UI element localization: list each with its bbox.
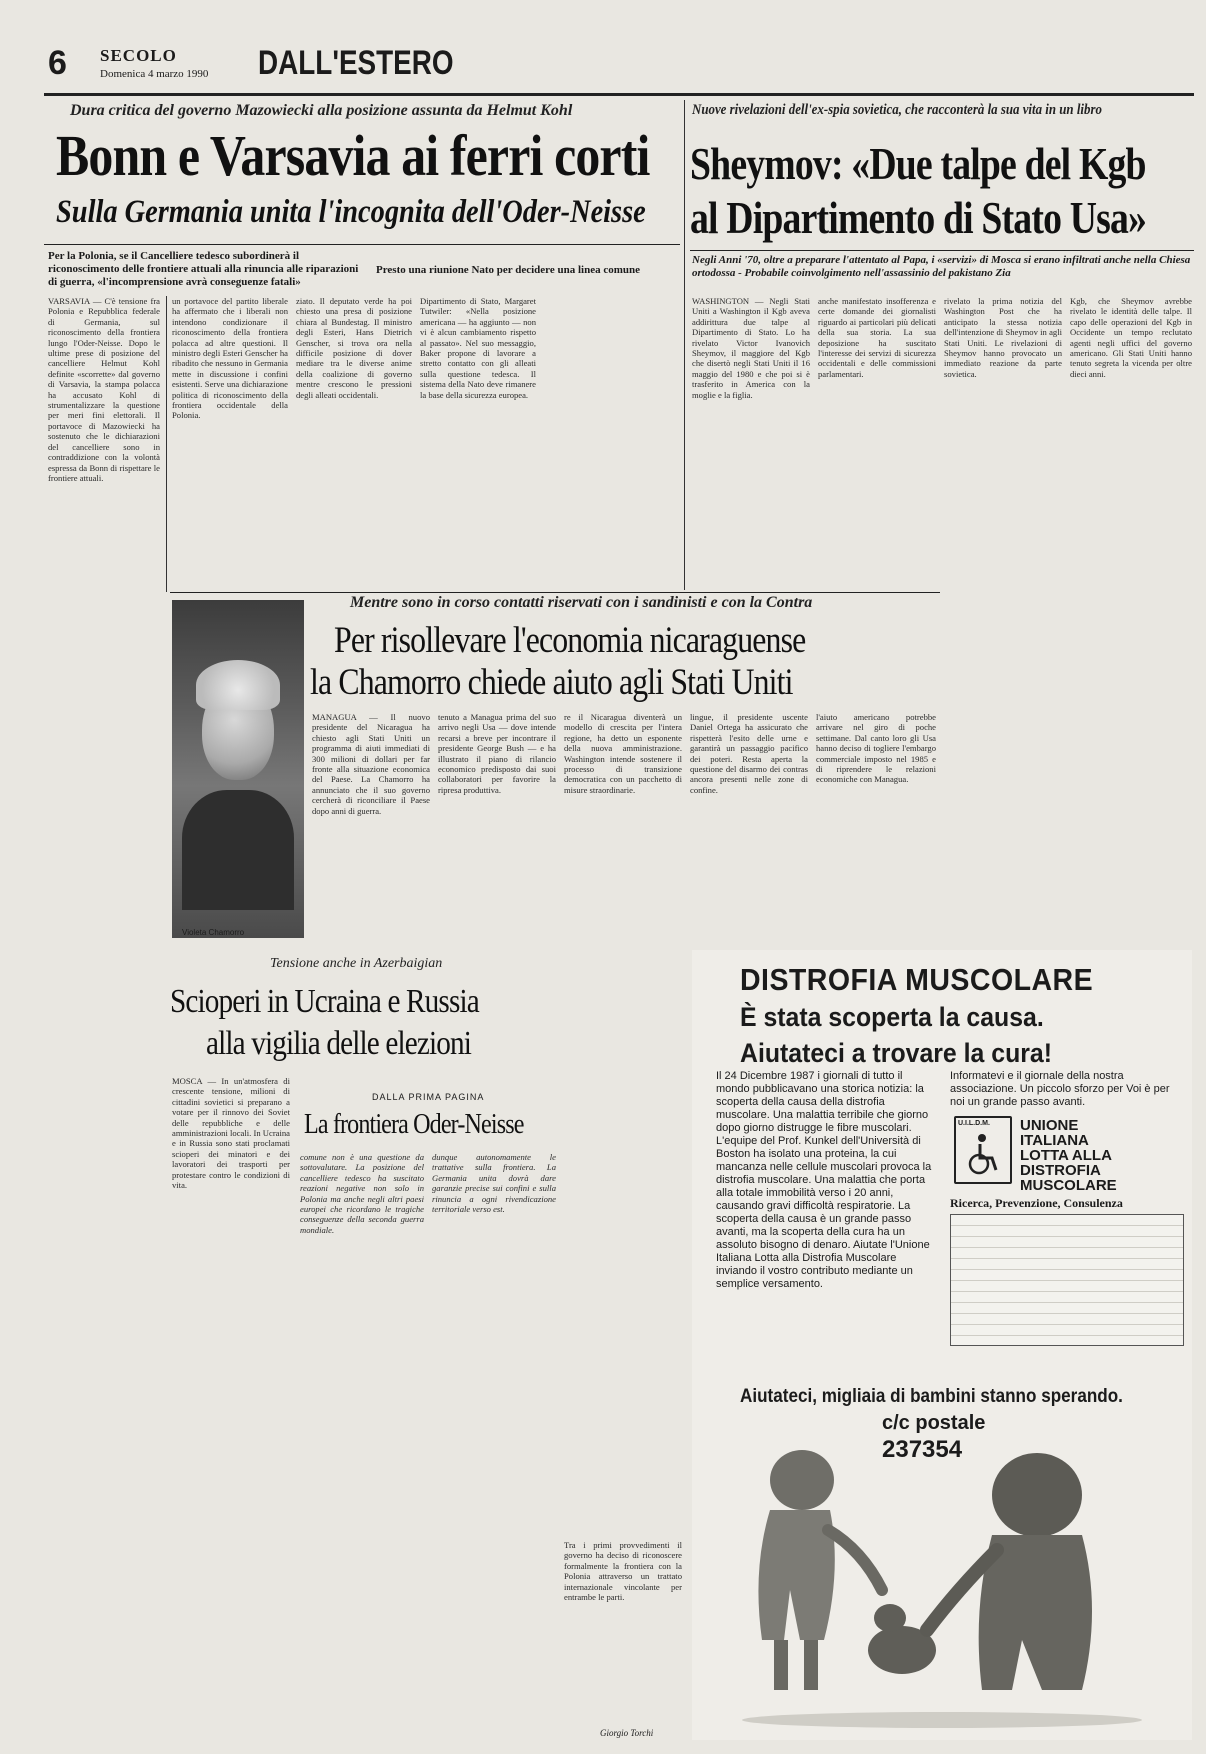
ad-box — [692, 950, 1192, 1740]
issue-date: Domenica 4 marzo 1990 — [100, 68, 209, 80]
kgb-kicker: Nuove rivelazioni dell'ex-spia sovietica, che racconterà la sua vita in un libro — [692, 102, 1102, 118]
postal-label: c/c postale — [882, 1412, 986, 1434]
bonn-column-2: un portavoce del partito liberale ha affermato che i liberali non intendono condizionare il riconoscimento della frontiera polacca ad altre questioni. Il ministro degli Esteri Genscher ha ribadito che nessuno in Germania mette in discussione i confini esistenti. Serve una dichiarazione politica di riconoscimento della frontiera occidentale della Polonia. — [172, 296, 288, 421]
paper-name: SECOLO — [100, 46, 177, 65]
postal-slip — [950, 1214, 1184, 1346]
kgb-headline-rule — [690, 250, 1194, 251]
nicaragua-top-rule — [170, 592, 940, 593]
ad-line2: È stata scoperta la causa. — [740, 1002, 1044, 1032]
chamorro-photo — [172, 600, 304, 938]
nicaragua-column-1: MANAGUA — Il nuovo presidente del Nicaragua ha chiesto agli Stati Uniti un programma di aiuti immediati di 300 milioni di dollari per far fronte alla situazione economica del Paese. La Chamorro ha annunciato che il suo governo cercherà di riconciliare il Paese dopo anni di guerra. — [312, 712, 430, 816]
urss-kicker: Tensione anche in Azerbaigian — [270, 956, 443, 971]
page-divider — [684, 100, 685, 590]
oder-signature: Giorgio Torchi — [600, 1728, 654, 1738]
kgb-column-4: Kgb, che Sheymov avrebbe rivelato le identità delle talpe. Il capo delle operazioni del Kgb in Occidente un tempo reclutato agenti negli uffici del governo americano. Gli Stati Uniti hanno tenuto segreta la vicenda per oltre dieci anni. — [1070, 296, 1192, 379]
ad-body-left: Il 24 Dicembre 1987 i giornali di tutto il mondo pubblicavano una storica notizia: la scoperta della causa della distrofia muscolare. Una malattia terribile che giorno dopo giorno distrugge le fibre muscolari. L'equipe del Prof. Kunkel dell'Università di Boston ha isolato una proteina, la cui mancanza nelle cellule muscolari provoca la distrofia muscolare. Una malattia che porta alla totale immobilità verso i 20 anni, causando gravi difficoltà respiratorie. La scoperta della causa è un grande passo avanti, ma la scoperta della cura ha un assoluto bisogno di denaro. Aiutate l'Unione Italiana Lotta alla Distrofia Muscolare inviando il vostro contributo mediante un semplice versamento. — [716, 1070, 932, 1290]
photo-caption: Violeta Chamorro — [182, 928, 245, 937]
kgb-column-2: anche manifestato insofferenza e certe domande dei giornalisti riguardo ai particolari più delicati della sua storia. La sua deposizione ha suscitato l'interesse dei servizi di sicurezza occidentali e delle commissioni parlamentari. — [818, 296, 936, 379]
uildm-logo — [954, 1116, 1012, 1184]
page-number: 6 — [48, 44, 67, 82]
ad-body-right: Informatevi e il giornale della nostra associazione. Un piccolo sforzo per Voi è per noi un grande passo avanti. — [950, 1070, 1170, 1108]
bonn-subhead: Sulla Germania unita l'incognita dell'Oder-Neisse — [56, 194, 646, 230]
uildm-abbr: U.I.L.D.M. — [958, 1120, 990, 1127]
nicaragua-headline-1: Per risollevare l'economia nicaraguense — [334, 620, 806, 661]
bonn-col-divider — [166, 296, 167, 592]
nicaragua-column-5: l'aiuto americano potrebbe arrivare nel giro di poche settimane. Dal canto loro gli Usa hanno deciso di togliere l'embargo commerciale imposto nel 1985 e di riprendere le relazioni economiche con Managua. — [816, 712, 936, 785]
kgb-headline-1: Sheymov: «Due talpe del Kgb — [690, 138, 1146, 189]
oder-label: DALLA PRIMA PAGINA — [372, 1092, 485, 1102]
org-name — [1020, 1118, 1117, 1193]
org-line-1: UNIONE — [1020, 1117, 1079, 1134]
urss-headline-1: Scioperi in Ucraina e Russia — [170, 983, 479, 1020]
urss-column-1: MOSCA — In un'atmosfera di crescente tensione, milioni di cittadini sovietici si preparano a votare per il rinnovo dei Soviet delle repubbliche e delle amministrazioni locali. In Ucraina e in Russia sono stati proclamati scioperi dei minatori e dei lavoratori dei trasporti per protestare contro le condizioni di vita. — [172, 1076, 290, 1191]
org-motto: Ricerca, Prevenzione, Consulenza — [950, 1196, 1123, 1210]
kgb-column-3: rivelato la prima notizia del Washington Post che ha anticipato la stessa notizia dell'intenzione di Sheymov in agli Stati Uniti. Le rivelazioni di Sheymov hanno provocato un immediato reazione da parte sovietica. — [944, 296, 1062, 379]
oder-column-3: Tra i primi provvedimenti il governo ha deciso di riconoscere formalmente la frontiera con la Polonia attraverso un trattato internazionale vincolante per entrambe le parti. — [564, 1540, 682, 1603]
nicaragua-column-3: re il Nicaragua diventerà un modello di crescita per l'intera regione, ha detto un esponente della nuova amministrazione. Washington intende sostenere il processo di transizione democratica con un pacchetto di misure straordinarie. — [564, 712, 682, 795]
org-line-2: ITALIANA — [1020, 1132, 1089, 1149]
bonn-summary-right: Presto una riunione Nato per decidere una linea comune — [376, 264, 640, 276]
photo-hair — [196, 660, 280, 710]
bonn-column-1: VARSAVIA — C'è tensione fra Polonia e Repubblica federale di Germania, sul riconoscimento della frontiera lungo l'Oder-Neisse. Dopo le ultime prese di posizione del cancelliere Helmut Kohl definite «scorrette» dal governo di Varsavia, la stampa polacca ha accusato Kohl di strumentalizzare la questione per meri fini elettorali. Il portavoce di Mazowiecki ha sostenuto che le dichiarazioni del cancelliere sono in contraddizione con la volontà espressa da Bonn di rispettare le frontiere attuali. — [48, 296, 160, 483]
ad-title: DISTROFIA MUSCOLARE — [740, 962, 1094, 997]
kgb-headline-2: al Dipartimento di Stato Usa» — [690, 192, 1147, 243]
children-sculpture-image — [712, 1440, 1172, 1730]
nicaragua-column-4: lingue, il presidente uscente Daniel Ortega ha assicurato che rispetterà l'esito delle urne e garantirà un passaggio pacifico dei poteri. Resta aperta la questione del disarmo dei contras ancora presenti nelle zone di confine. — [690, 712, 808, 795]
bonn-kicker: Dura critica del governo Mazowiecki alla posizione assunta da Helmut Kohl — [70, 102, 573, 119]
ad-slogan: Aiutateci, migliaia di bambini stanno sperando. — [740, 1386, 1123, 1407]
oder-column-1: comune non è una questione da sottovalutare. La posizione del cancelliere tedesco ha suscitato reazioni negative non solo in Polonia ma anche negli altri paesi europei che ricordano le tragiche conseguenze della seconda guerra mondiale. — [300, 1152, 424, 1235]
nicaragua-headline-2: la Chamorro chiede aiuto agli Stati Uniti — [310, 662, 793, 703]
wheelchair-icon — [964, 1132, 1002, 1176]
org-line-3: LOTTA ALLA — [1020, 1147, 1112, 1164]
masthead-rule — [44, 93, 1194, 96]
bonn-subhead-rule — [44, 244, 680, 245]
urss-headline-2: alla vigilia delle elezioni — [206, 1025, 472, 1062]
section-title: DALL'ESTERO — [258, 44, 454, 82]
ad-line3: Aiutateci a trovare la cura! — [740, 1038, 1053, 1068]
bonn-summary-left: Per la Polonia, se il Cancelliere tedesco subordinerà il riconoscimento delle frontiere attuali alla rinuncia alle riparazioni di guerra, «l'incomprensione avrà conseguenze fatali» — [48, 250, 359, 288]
bonn-column-3: ziato. Il deputato verde ha poi chiesto una presa di posizione chiara al Bundestag. Il ministro degli Esteri, Hans Dietrich Genscher, si trova ora nella difficile posizione di dover mediare tra le diverse anime della coalizione di governo mentre crescono le pressioni degli alleati occidentali. — [296, 296, 412, 400]
nicaragua-column-2: tenuto a Managua prima del suo arrivo negli Usa — dove intende recarsi a breve per incontrare il presidente George Bush — e ha illustrato il piano di rilancio economico predisposto dai suoi collaboratori per favorire la ripresa produttiva. — [438, 712, 556, 795]
bonn-headline: Bonn e Varsavia ai ferri corti — [56, 123, 650, 188]
oder-column-2: dunque autonomamente le trattative sulla frontiera. La Germania unita dovrà dare garanzie precise sui confini e sulla rinuncia a ogni rivendicazione territoriale verso est. — [432, 1152, 556, 1215]
photo-shoulders — [182, 790, 294, 910]
oder-headline: La frontiera Oder-Neisse — [304, 1109, 524, 1140]
postal-number: 237354 — [882, 1436, 963, 1463]
bonn-column-5 — [544, 296, 674, 586]
masthead — [44, 44, 1194, 92]
bonn-column-4: Dipartimento di Stato, Margaret Tutwiler: «Nella posizione americana — ha aggiunto — non vi è alcun cambiamento rispetto al passato». Nel suo messaggio, Baker propone di lavorare a stretto contatto con gli alleati sulla questione tedesca. Il sistema della Nato deve rimanere la base della sicurezza europea. — [420, 296, 536, 400]
kgb-column-1: WASHINGTON — Negli Stati Uniti a Washington il Kgb aveva addirittura due talpe al Dipartimento di Stato. Lo ha rivelato Victor Ivanovich Sheymov, il maggiore del Kgb che disertò negli Stati Uniti il 16 maggio del 1980 e che poi si è trasferito in America con la moglie e la figlia. — [692, 296, 810, 400]
org-line-4: DISTROFIA — [1020, 1162, 1101, 1179]
nicaragua-kicker: Mentre sono in corso contatti riservati con i sandinisti e con la Contra — [350, 594, 813, 611]
kgb-summary: Negli Anni '70, oltre a preparare l'attentato al Papa, i «servizi» di Mosca si erano infiltrati anche nella Chiesa ortodossa - Probabile coinvolgimento nell'assassinio del pakistano Zia — [692, 254, 1191, 279]
org-line-5: MUSCOLARE — [1020, 1177, 1117, 1194]
